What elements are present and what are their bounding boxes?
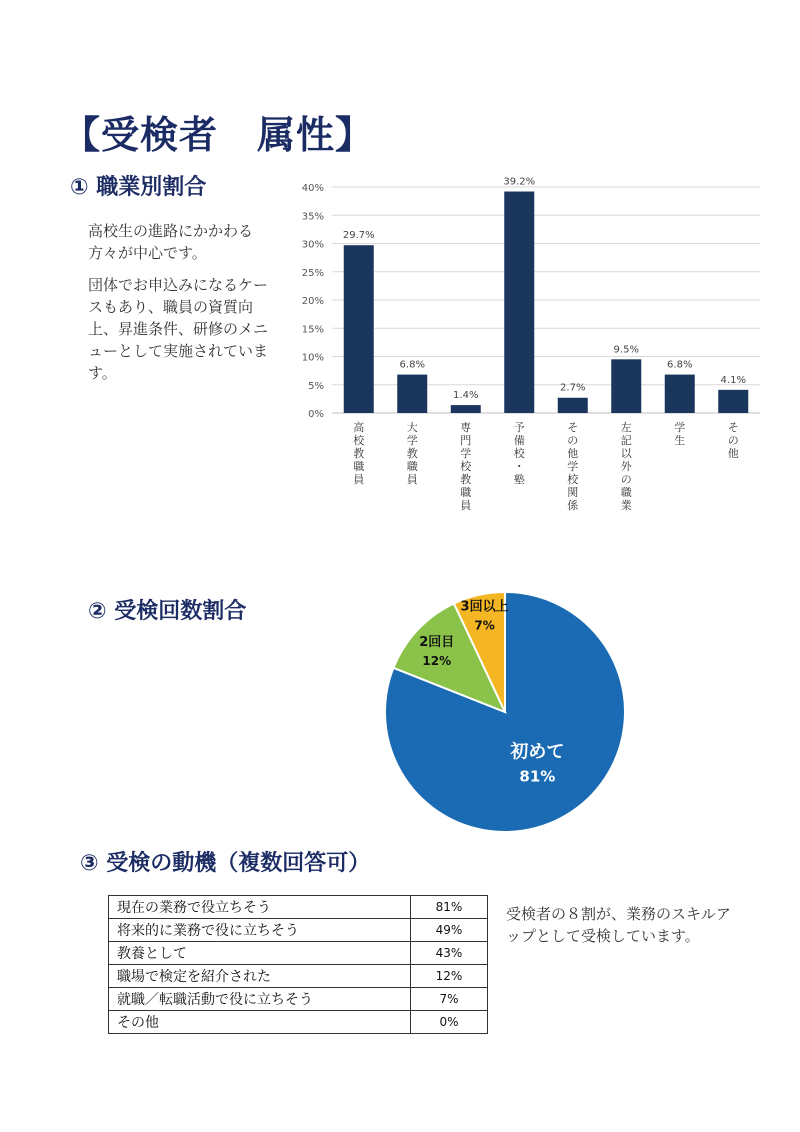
x-category-char: 業 (620, 499, 632, 512)
x-category-char: 門 (460, 434, 472, 447)
section1-paragraph-2: 団体でお申込みになるケースもあり、職員の資質向上、昇進条件、研修のメニューとして実施されています。 (88, 276, 269, 382)
bar-data-label: 29.7% (342, 230, 375, 242)
x-category-char: 員 (353, 473, 365, 486)
x-category-char: 左 (620, 421, 632, 434)
bar (718, 390, 748, 413)
bar (397, 375, 427, 413)
x-category-char: 員 (406, 473, 418, 486)
table-row (109, 1011, 488, 1034)
motive-value: 12% (411, 965, 488, 988)
x-category-label (460, 420, 472, 512)
x-category-char: 記 (620, 434, 632, 447)
section3-note: 受検者の８割が、業務のスキルアップとして受検しています。 (506, 905, 731, 945)
x-category-char: 校 (353, 434, 365, 447)
pie-slice-label: 初めて (510, 741, 565, 763)
y-tick-label: 30% (301, 239, 324, 251)
x-category-label (407, 420, 418, 486)
x-category-char: 校 (513, 447, 525, 460)
bar-data-label: 1.4% (453, 390, 479, 402)
section1-description (88, 220, 278, 394)
table-row (109, 942, 488, 965)
x-category-char: 備 (513, 434, 525, 447)
y-tick-label: 20% (301, 296, 324, 307)
bar (504, 192, 534, 413)
pie-slice-label: 2回目 (419, 634, 455, 650)
x-category-char: 職 (406, 460, 418, 473)
motive-value: 81% (411, 896, 488, 919)
y-tick-label: 35% (301, 211, 324, 223)
bar (451, 405, 481, 413)
table-row (109, 965, 488, 988)
pie-slice-label: 3回以上 (460, 599, 509, 615)
bar-data-label: 9.5% (613, 344, 639, 356)
x-category-char: 学 (406, 434, 418, 447)
pie-slice-value: 81% (519, 767, 556, 786)
x-category-label (674, 421, 685, 447)
pie-slice-value: 12% (422, 653, 452, 668)
y-tick-label: 10% (301, 352, 324, 364)
bar (344, 245, 374, 413)
y-tick-label: 0% (308, 409, 324, 420)
x-category-char: 校 (567, 473, 579, 486)
section3-title: ③ 受検の動機（複数回答可） (80, 851, 371, 876)
motive-label: 職場で検定を紹介された (109, 965, 411, 988)
y-tick-label: 15% (301, 324, 324, 336)
x-category-char: の (727, 434, 739, 447)
table-row (109, 988, 488, 1011)
x-category-char: 他 (727, 447, 739, 460)
x-category-char: 塾 (513, 473, 525, 486)
y-tick-label: 5% (308, 380, 324, 392)
x-category-char: ・ (513, 460, 525, 473)
motive-label: 将来的に業務で役に立ちそう (109, 919, 411, 942)
x-category-char: 校 (460, 460, 472, 473)
x-category-label (514, 421, 526, 486)
y-tick-label: 25% (301, 267, 324, 279)
x-category-char: 職 (353, 460, 365, 473)
x-category-char: そ (727, 421, 739, 434)
x-category-label (567, 421, 579, 512)
x-category-char: 教 (353, 447, 365, 460)
attempts-pie-chart (370, 572, 640, 842)
bar (611, 359, 641, 413)
motive-label: その他 (109, 1011, 411, 1034)
x-category-char: 予 (513, 421, 525, 434)
bar-data-label: 4.1% (720, 374, 746, 386)
bar-data-label: 39.2% (503, 176, 536, 188)
x-category-char: 教 (460, 473, 472, 486)
x-category-char: 以 (620, 447, 632, 460)
x-category-char: 職 (620, 486, 632, 499)
x-category-char: の (620, 473, 632, 486)
x-category-char: 学 (674, 421, 686, 434)
x-category-char: 専 (460, 421, 472, 434)
bar (558, 398, 588, 413)
x-category-char: 関 (567, 486, 579, 499)
bar-data-label: 6.8% (399, 359, 425, 371)
x-category-char: 高 (353, 421, 365, 434)
section1-title: ① 職業別割合 (70, 175, 207, 200)
table-row (109, 919, 488, 942)
x-category-label (621, 421, 633, 512)
motive-label: 現在の業務で役立ちそう (109, 896, 411, 919)
y-tick-label: 40% (301, 183, 324, 194)
x-category-char: 学 (460, 447, 472, 460)
occupation-bar-chart (290, 172, 770, 522)
motive-value: 49% (411, 919, 488, 942)
table-row (109, 896, 488, 919)
bar-data-label: 6.8% (667, 359, 693, 371)
x-category-char: 生 (674, 434, 686, 447)
bar (665, 375, 695, 413)
page-title: 【受検者 属性】 (62, 113, 375, 157)
motive-value: 0% (411, 1011, 488, 1034)
x-category-char: 学 (567, 460, 579, 473)
section1-paragraph-1: 高校生の進路にかかわる方々が中心です。 (88, 222, 254, 262)
x-category-char: 外 (620, 460, 632, 473)
motive-label: 就職／転職活動で役に立ちそう (109, 988, 411, 1011)
x-category-char: 他 (567, 447, 579, 460)
x-category-char: 大 (406, 421, 418, 434)
x-category-label (353, 420, 365, 486)
x-category-char: そ (567, 421, 579, 434)
motive-label: 教養として (109, 942, 411, 965)
x-category-char: 係 (567, 499, 579, 512)
bar-data-label: 2.7% (560, 382, 586, 394)
motive-value: 7% (411, 988, 488, 1011)
section2-title: ② 受検回数割合 (88, 599, 247, 624)
x-category-label (728, 421, 739, 460)
x-category-char: の (567, 434, 579, 447)
motive-value: 43% (411, 942, 488, 965)
x-category-char: 教 (406, 447, 418, 460)
x-category-char: 員 (460, 499, 472, 512)
motives-table (108, 895, 488, 1034)
pie-slice-value: 7% (474, 618, 495, 633)
x-category-char: 職 (460, 486, 472, 499)
